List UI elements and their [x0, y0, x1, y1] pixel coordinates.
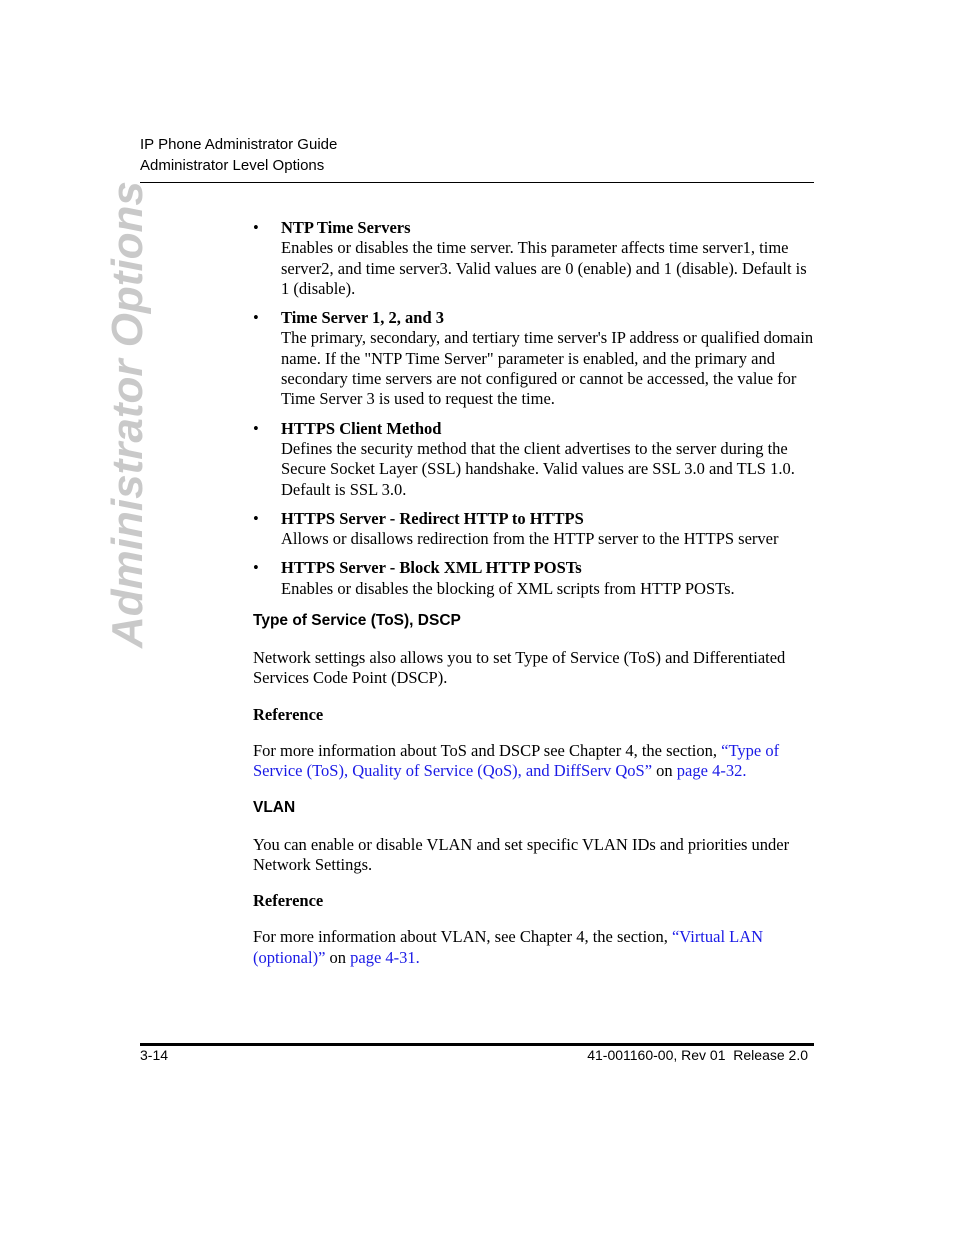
page-body	[253, 218, 814, 984]
bullet-dot: •	[253, 418, 259, 438]
vlan-reference-on: on	[325, 947, 351, 967]
vlan-paragraph: You can enable or disable VLAN and set specific VLAN IDs and priorities under Network Settings.	[253, 834, 790, 874]
bullet-https-client-method	[253, 419, 814, 500]
tos-reference-text: For more information about ToS and DSCP see Chapter 4, the section,	[253, 740, 722, 760]
bullet-body: Allows or disallows redirection from the HTTP server to the HTTPS server	[281, 529, 779, 549]
footer-document-id: 41-001160-00, Rev 01 Release 2.0	[587, 1047, 808, 1063]
tos-reference-heading: Reference	[253, 704, 324, 724]
header-guide-title: IP Phone Administrator Guide	[140, 136, 338, 153]
vlan-reference-heading: Reference	[253, 891, 324, 911]
tos-page-link[interactable]: page 4-32.	[676, 761, 747, 781]
bullet-title: NTP Time Servers	[281, 218, 411, 237]
footer-divider	[140, 1043, 814, 1046]
tos-reference-paragraph	[253, 741, 814, 782]
side-watermark: Administrator Options	[103, 181, 152, 648]
vlan-page-link[interactable]: page 4-31.	[350, 947, 420, 967]
bullet-title: HTTPS Server - Block XML HTTP POSTs	[281, 558, 582, 578]
tos-reference-on: on	[652, 761, 677, 781]
bullet-dot: •	[253, 558, 259, 578]
bullet-body: Defines the security method that the client advertises to the server during the Secure Socket Layer (SSL) handshake. Valid values are SSL 3.0 and TLS 1.0. Default is SSL 3.0.	[281, 438, 795, 499]
bullet-https-redirect	[253, 509, 814, 550]
bullet-https-block-xml	[253, 558, 814, 599]
bullet-title: HTTPS Client Method	[281, 418, 442, 438]
section-heading-tos: Type of Service (ToS), DSCP	[253, 612, 461, 630]
footer-page-number: 3-14	[140, 1047, 169, 1063]
tos-paragraph: Network settings also allows you to set Type of Service (ToS) and Differentiated Services Code Point (DSCP).	[253, 648, 786, 688]
section-heading-vlan: VLAN	[253, 798, 296, 816]
bullet-body: Enables or disables the blocking of XML scripts from HTTP POSTs.	[281, 578, 735, 598]
bullet-title: HTTPS Server - Redirect HTTP to HTTPS	[281, 508, 584, 528]
bullet-dot: •	[253, 508, 259, 528]
bullet-body: Enables or disables the time server. This parameter affects time server1, time server2, and time server3. Valid values are 0 (enable) and 1 (disable). Default is 1 (disable).	[281, 238, 807, 298]
header-section-title: Administrator Level Options	[140, 157, 325, 174]
bullet-title: Time Server 1, 2, and 3	[281, 308, 445, 328]
bullet-time-server	[253, 308, 814, 409]
vlan-reference-paragraph	[253, 927, 814, 968]
bullet-dot: •	[253, 218, 259, 237]
vlan-section-link[interactable]: “Virtual LAN (optional)”	[253, 927, 764, 967]
bullet-dot: •	[253, 308, 259, 328]
header-divider	[140, 182, 814, 183]
bullet-body: The primary, secondary, and tertiary time server's IP address or qualified domain name. If the "NTP Time Server" parameter is enabled, and the primary and secondary time servers are not configured or cannot be accessed, the value for Time Server 3 is used to request the time.	[281, 328, 814, 409]
vlan-reference-text: For more information about VLAN, see Chapter 4, the section,	[253, 927, 672, 947]
tos-section-link[interactable]: “Type of Service (ToS), Quality of Service (QoS), and DiffServ QoS”	[253, 740, 780, 781]
bullet-ntp-time-servers	[253, 218, 814, 299]
